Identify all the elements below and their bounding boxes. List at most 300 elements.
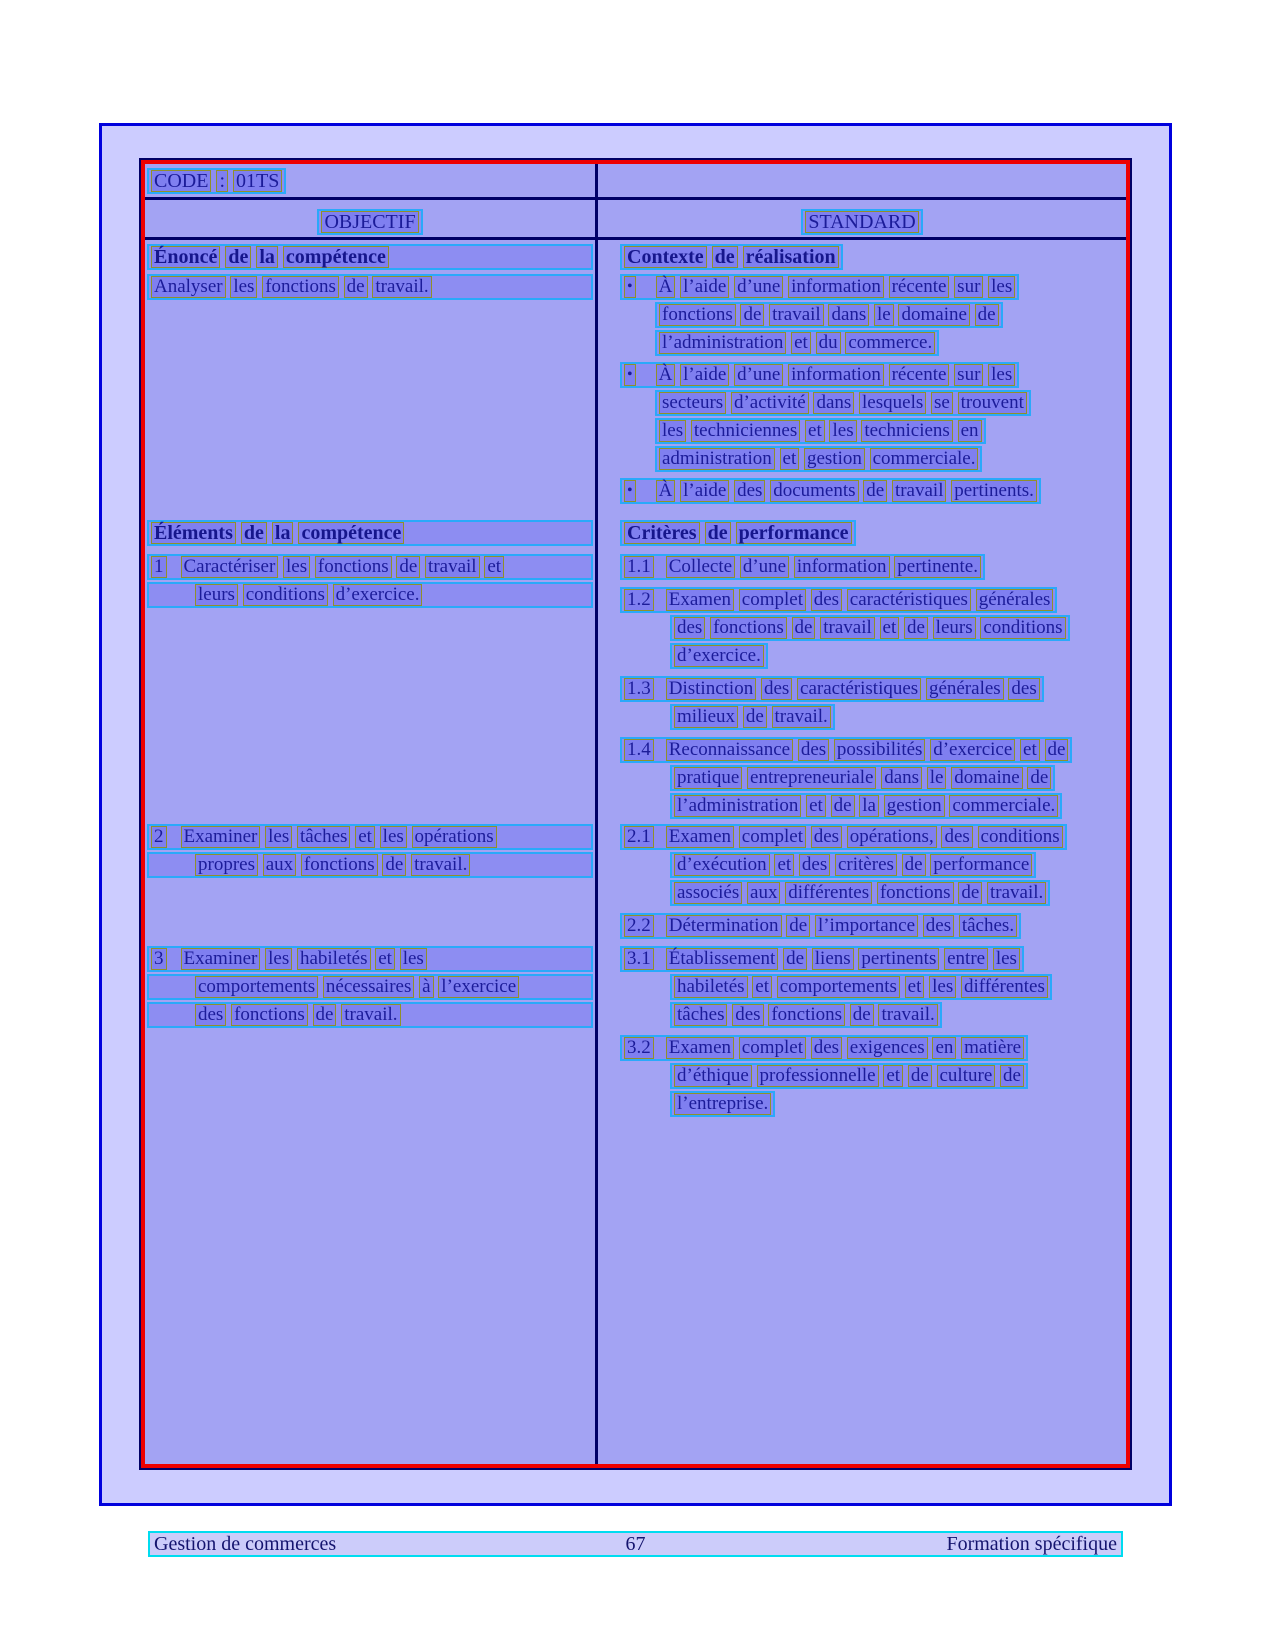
critere-item — [620, 554, 1124, 580]
element-item — [147, 946, 593, 1028]
word-highlight: information — [788, 364, 884, 386]
word-highlight: et — [1020, 739, 1040, 761]
text-span — [666, 677, 1040, 698]
word-highlight: fonctions — [710, 617, 787, 639]
word-highlight: se — [931, 392, 953, 414]
word-highlight: Critères — [624, 522, 700, 544]
text-line — [620, 737, 1072, 763]
word-highlight: fonctions — [659, 304, 736, 326]
text-line — [655, 302, 1003, 328]
word-highlight: Caractériser — [181, 556, 279, 578]
item-number: 1.4 — [624, 739, 654, 761]
word-highlight: des — [674, 617, 705, 639]
word-highlight: commerce. — [845, 332, 935, 354]
standard-header — [801, 209, 922, 235]
word-highlight: les — [380, 826, 407, 848]
word-highlight: et — [791, 332, 811, 354]
word-highlight: l’administration — [659, 332, 786, 354]
word-highlight: de — [908, 1065, 932, 1087]
word-highlight: gestion — [804, 448, 865, 470]
element-3-cell — [145, 942, 598, 1124]
footer-program-name: Gestion de commerces — [154, 1532, 337, 1555]
word-highlight: leurs — [195, 584, 238, 606]
word-highlight: les — [265, 826, 292, 848]
standard-header-cell — [598, 200, 1126, 240]
text-line — [620, 946, 1024, 972]
word-highlight: d’exercice. — [333, 584, 423, 606]
word-highlight: des — [1008, 678, 1039, 700]
word-highlight: Détermination — [666, 915, 782, 937]
word-highlight: générales — [976, 589, 1054, 611]
word-highlight: des — [923, 915, 954, 937]
text-line — [655, 330, 939, 356]
word-highlight: la — [859, 795, 879, 817]
text-span — [656, 479, 1037, 500]
text-span — [666, 738, 1069, 759]
word-highlight: dans — [813, 392, 854, 414]
word-highlight: travail. — [341, 1004, 400, 1026]
item-number: 2.2 — [624, 915, 654, 937]
criteres-2-cell — [598, 820, 1126, 942]
item-number: 2.1 — [624, 826, 654, 848]
word-highlight: d’exercice. — [674, 645, 764, 667]
word-highlight: Reconnaissance — [666, 739, 793, 761]
word-highlight: pertinente. — [894, 556, 981, 578]
text-line — [670, 1091, 775, 1117]
text-line — [620, 362, 1019, 388]
word-highlight: de — [382, 854, 406, 876]
word-highlight: les — [230, 276, 257, 298]
word-highlight: matière — [961, 1037, 1024, 1059]
word-highlight: Examen — [666, 589, 734, 611]
text-line — [620, 1035, 1028, 1061]
bullet-icon: • — [624, 276, 636, 298]
text-line — [670, 1063, 1028, 1089]
word-highlight: Distinction — [666, 678, 756, 700]
word-highlight: Analyser — [151, 276, 226, 298]
word-highlight: performance — [736, 522, 852, 544]
text-span — [181, 825, 497, 846]
word-highlight: les — [988, 364, 1015, 386]
word-highlight: en — [958, 420, 982, 442]
word-highlight: l’administration — [674, 795, 801, 817]
word-highlight: critères — [835, 854, 897, 876]
word-highlight: et — [806, 795, 826, 817]
word-highlight: d’éthique — [674, 1065, 752, 1087]
text-line — [670, 852, 1036, 878]
word-highlight: complet — [739, 589, 806, 611]
word-highlight: travail. — [987, 882, 1046, 904]
filler-cell-right — [598, 1124, 1126, 1464]
word-highlight: pertinents. — [951, 480, 1037, 502]
item-number: 1.2 — [624, 589, 654, 611]
word-highlight: À — [656, 276, 676, 298]
critere-item — [620, 913, 1124, 939]
word-highlight: À — [656, 480, 676, 502]
critere-item — [620, 824, 1124, 906]
word-highlight: Examen — [666, 1037, 734, 1059]
word-highlight: opérations — [412, 826, 497, 848]
item-number: 1 — [151, 556, 167, 578]
element-item — [147, 824, 593, 878]
word-highlight: les — [929, 976, 956, 998]
text-span — [656, 363, 1016, 384]
word-highlight: le — [874, 304, 894, 326]
word-highlight: caractéristiques — [797, 678, 921, 700]
word-highlight: d’une — [734, 364, 783, 386]
word-highlight: fonctions — [301, 854, 378, 876]
text-line — [620, 274, 1019, 300]
text-line — [655, 418, 986, 444]
word-highlight: du — [816, 332, 841, 354]
criteres-3-cell — [598, 942, 1126, 1124]
text-line — [620, 554, 985, 580]
word-highlight: et — [355, 826, 375, 848]
word-highlight: l’entreprise. — [674, 1093, 771, 1115]
elements-header — [147, 520, 593, 546]
word-highlight: travail. — [878, 1004, 937, 1026]
text-line — [620, 587, 1057, 613]
word-highlight: de — [705, 522, 731, 544]
word-highlight: Examen — [666, 826, 734, 848]
word-highlight: conditions — [978, 826, 1063, 848]
word-highlight: de — [241, 522, 267, 544]
word-highlight: domaine — [898, 304, 969, 326]
word-highlight: information — [788, 276, 884, 298]
word-highlight: les — [265, 948, 292, 970]
criteres-header — [620, 520, 856, 546]
word-highlight: d’une — [734, 276, 783, 298]
context-bullet-item — [620, 362, 1124, 472]
word-highlight: complet — [739, 826, 806, 848]
word-highlight: Collecte — [666, 556, 735, 578]
item-number: 2 — [151, 826, 167, 848]
text-line — [670, 793, 1062, 819]
bullet-icon: • — [624, 364, 636, 386]
word-highlight: propres — [195, 854, 258, 876]
text-line — [147, 582, 593, 608]
word-highlight: information — [794, 556, 890, 578]
filler-cell-left — [145, 1124, 598, 1464]
item-number: 1.3 — [624, 678, 654, 700]
word-highlight: complet — [739, 1037, 806, 1059]
contexte-header — [620, 244, 843, 270]
word-highlight: et — [883, 1065, 903, 1087]
word-highlight: l’exercice — [438, 976, 519, 998]
footer-page-number: 67 — [625, 1532, 646, 1555]
word-highlight: et — [375, 948, 395, 970]
scanned-page — [99, 123, 1172, 1506]
word-highlight: pratique — [674, 767, 742, 789]
text-line — [655, 390, 1031, 416]
word-highlight: de — [740, 304, 764, 326]
word-highlight: CODE — [151, 170, 211, 192]
text-span — [666, 914, 1017, 935]
element-1-cell — [145, 550, 598, 820]
text-line — [670, 765, 1055, 791]
word-highlight: récente — [889, 364, 950, 386]
word-highlight: commerciale. — [949, 795, 1058, 817]
word-highlight: techniciens — [861, 420, 952, 442]
text-line — [620, 913, 1021, 939]
criteres-1-cell — [598, 550, 1126, 820]
text-line — [670, 615, 1070, 641]
word-highlight: l’importance — [815, 915, 918, 937]
word-highlight: conditions — [980, 617, 1065, 639]
word-highlight: de — [743, 706, 767, 728]
text-line — [670, 1002, 942, 1028]
word-highlight: aux — [263, 854, 296, 876]
word-highlight: nécessaires — [323, 976, 414, 998]
critere-item — [620, 946, 1124, 1028]
word-highlight: des — [941, 826, 972, 848]
word-highlight: Éléments — [151, 522, 236, 544]
word-highlight: de — [1000, 1065, 1024, 1087]
word-highlight: de — [904, 617, 928, 639]
text-line — [670, 704, 835, 730]
text-line — [670, 880, 1050, 906]
word-highlight: Établissement — [666, 948, 779, 970]
word-highlight: de — [975, 304, 999, 326]
text-span — [666, 947, 1020, 968]
word-highlight: de — [792, 617, 816, 639]
enonce-header — [147, 244, 593, 270]
word-highlight: différentes — [961, 976, 1048, 998]
word-highlight: de — [958, 882, 982, 904]
text-span — [666, 588, 1054, 609]
text-line — [620, 676, 1044, 702]
word-highlight: travail — [892, 480, 947, 502]
text-span — [181, 555, 505, 576]
text-line — [620, 478, 1041, 504]
word-highlight: STANDARD — [805, 211, 918, 233]
word-highlight: travail — [769, 304, 824, 326]
word-highlight: fonctions — [315, 556, 392, 578]
text-line — [147, 852, 593, 878]
word-highlight: Examiner — [181, 826, 261, 848]
word-highlight: documents — [770, 480, 858, 502]
word-highlight: et — [484, 556, 504, 578]
word-highlight: de — [863, 480, 887, 502]
word-highlight: : — [216, 170, 228, 192]
word-highlight: associés — [674, 882, 742, 904]
word-highlight: et — [905, 976, 925, 998]
word-highlight: les — [659, 420, 686, 442]
word-highlight: à — [419, 976, 433, 998]
text-line — [147, 824, 593, 850]
page-footer — [148, 1531, 1123, 1557]
word-highlight: des — [811, 1037, 842, 1059]
word-highlight: Énoncé — [151, 246, 220, 268]
word-highlight: travail — [820, 617, 875, 639]
word-highlight: Contexte — [624, 246, 707, 268]
word-highlight: liens — [812, 948, 854, 970]
word-highlight: travail — [425, 556, 480, 578]
word-highlight: d’activité — [731, 392, 809, 414]
word-highlight: des — [761, 678, 792, 700]
word-highlight: le — [927, 767, 947, 789]
context-bullet-item — [620, 274, 1124, 356]
word-highlight: compétence — [298, 522, 404, 544]
word-highlight: de — [786, 915, 810, 937]
word-highlight: techniciennes — [691, 420, 800, 442]
code-cell — [145, 164, 598, 200]
word-highlight: tâches — [297, 826, 350, 848]
text-span — [656, 275, 1016, 296]
word-highlight: générales — [926, 678, 1004, 700]
text-line — [147, 974, 593, 1000]
word-highlight: d’une — [740, 556, 789, 578]
word-highlight: milieux — [674, 706, 738, 728]
word-highlight: opérations, — [847, 826, 937, 848]
word-highlight: comportements — [195, 976, 318, 998]
word-highlight: habiletés — [674, 976, 748, 998]
elements-header-cell — [145, 516, 598, 550]
text-line — [670, 643, 768, 669]
word-highlight: et — [752, 976, 772, 998]
word-highlight: des — [732, 1004, 763, 1026]
word-highlight: de — [902, 854, 926, 876]
word-highlight: en — [932, 1037, 956, 1059]
word-highlight: les — [829, 420, 856, 442]
word-highlight: sur — [954, 364, 983, 386]
word-highlight: lesquels — [859, 392, 926, 414]
bullet-icon: • — [624, 480, 636, 502]
word-highlight: des — [811, 589, 842, 611]
word-highlight: commerciale. — [870, 448, 979, 470]
word-highlight: de — [344, 276, 368, 298]
word-highlight: caractéristiques — [847, 589, 971, 611]
text-line — [620, 824, 1067, 850]
critere-item — [620, 737, 1124, 819]
word-highlight: habiletés — [297, 948, 371, 970]
word-highlight: travail. — [772, 706, 831, 728]
word-highlight: les — [283, 556, 310, 578]
word-highlight: secteurs — [659, 392, 726, 414]
text-line — [147, 1002, 593, 1028]
word-highlight: professionnelle — [757, 1065, 879, 1087]
word-highlight: les — [400, 948, 427, 970]
word-highlight: des — [195, 1004, 226, 1026]
word-highlight: l’aide — [680, 276, 729, 298]
word-highlight: Examiner — [181, 948, 261, 970]
text-line — [147, 274, 593, 300]
word-highlight: performance — [930, 854, 1032, 876]
word-highlight: d’exercice — [930, 739, 1015, 761]
text-span — [666, 555, 981, 576]
element-item — [147, 554, 593, 608]
word-highlight: aux — [747, 882, 780, 904]
enonce-cell — [145, 240, 598, 516]
word-highlight: réalisation — [743, 246, 839, 268]
word-highlight: compétence — [283, 246, 389, 268]
word-highlight: de — [712, 246, 738, 268]
word-highlight: des — [811, 826, 842, 848]
word-highlight: de — [313, 1004, 337, 1026]
word-highlight: gestion — [884, 795, 945, 817]
word-highlight: administration — [659, 448, 775, 470]
word-highlight: de — [831, 795, 855, 817]
word-highlight: et — [780, 448, 800, 470]
text-line — [670, 974, 1052, 1000]
footer-section-name: Formation spécifique — [946, 1532, 1117, 1555]
word-highlight: travail. — [411, 854, 470, 876]
word-highlight: À — [656, 364, 676, 386]
word-highlight: les — [993, 948, 1020, 970]
word-highlight: dans — [828, 304, 869, 326]
word-highlight: de — [850, 1004, 874, 1026]
word-highlight: conditions — [243, 584, 328, 606]
text-line — [655, 446, 982, 472]
critere-item — [620, 676, 1124, 730]
word-highlight: trouvent — [958, 392, 1027, 414]
competency-table-grid — [141, 160, 1130, 1468]
context-bullet-item — [620, 478, 1124, 504]
critere-item — [620, 587, 1124, 669]
text-span — [666, 1036, 1024, 1057]
word-highlight: exigences — [847, 1037, 928, 1059]
word-highlight: pertinents — [858, 948, 939, 970]
word-highlight: fonctions — [262, 276, 339, 298]
word-highlight: la — [272, 522, 294, 544]
word-highlight: tâches. — [959, 915, 1017, 937]
word-highlight: d’exécution — [674, 854, 770, 876]
word-highlight: fonctions — [877, 882, 954, 904]
word-highlight: l’aide — [680, 480, 729, 502]
word-highlight: et — [880, 617, 900, 639]
word-highlight: entrepreneuriale — [747, 767, 876, 789]
word-highlight: différentes — [785, 882, 872, 904]
objectif-header-cell — [145, 200, 598, 240]
word-highlight: de — [783, 948, 807, 970]
word-highlight: dans — [881, 767, 922, 789]
word-highlight: entre — [944, 948, 988, 970]
word-highlight: sur — [954, 276, 983, 298]
text-span — [666, 825, 1063, 846]
word-highlight: domaine — [951, 767, 1022, 789]
word-highlight: culture — [937, 1065, 996, 1087]
word-highlight: et — [805, 420, 825, 442]
word-highlight: fonctions — [768, 1004, 845, 1026]
word-highlight: possibilités — [834, 739, 926, 761]
word-highlight: des — [734, 480, 765, 502]
word-highlight: OBJECTIF — [321, 211, 418, 233]
objectif-header — [317, 209, 422, 235]
word-highlight: de — [1045, 739, 1069, 761]
word-highlight: travail. — [372, 276, 431, 298]
critere-item — [620, 1035, 1124, 1117]
contexte-cell — [598, 240, 1126, 516]
word-highlight: de — [1027, 767, 1051, 789]
item-number: 3 — [151, 948, 167, 970]
word-highlight: et — [774, 854, 794, 876]
word-highlight: des — [799, 854, 830, 876]
word-highlight: la — [256, 246, 278, 268]
word-highlight: les — [988, 276, 1015, 298]
text-span — [181, 947, 427, 968]
word-highlight: de — [396, 556, 420, 578]
competency-table — [139, 158, 1132, 1470]
item-number: 3.2 — [624, 1037, 654, 1059]
element-2-cell — [145, 820, 598, 942]
text-line — [147, 946, 593, 972]
code-line — [147, 168, 286, 194]
word-highlight: leurs — [933, 617, 976, 639]
word-highlight: des — [798, 739, 829, 761]
word-highlight: de — [225, 246, 251, 268]
word-highlight: comportements — [777, 976, 900, 998]
criteres-header-cell — [598, 516, 1126, 550]
